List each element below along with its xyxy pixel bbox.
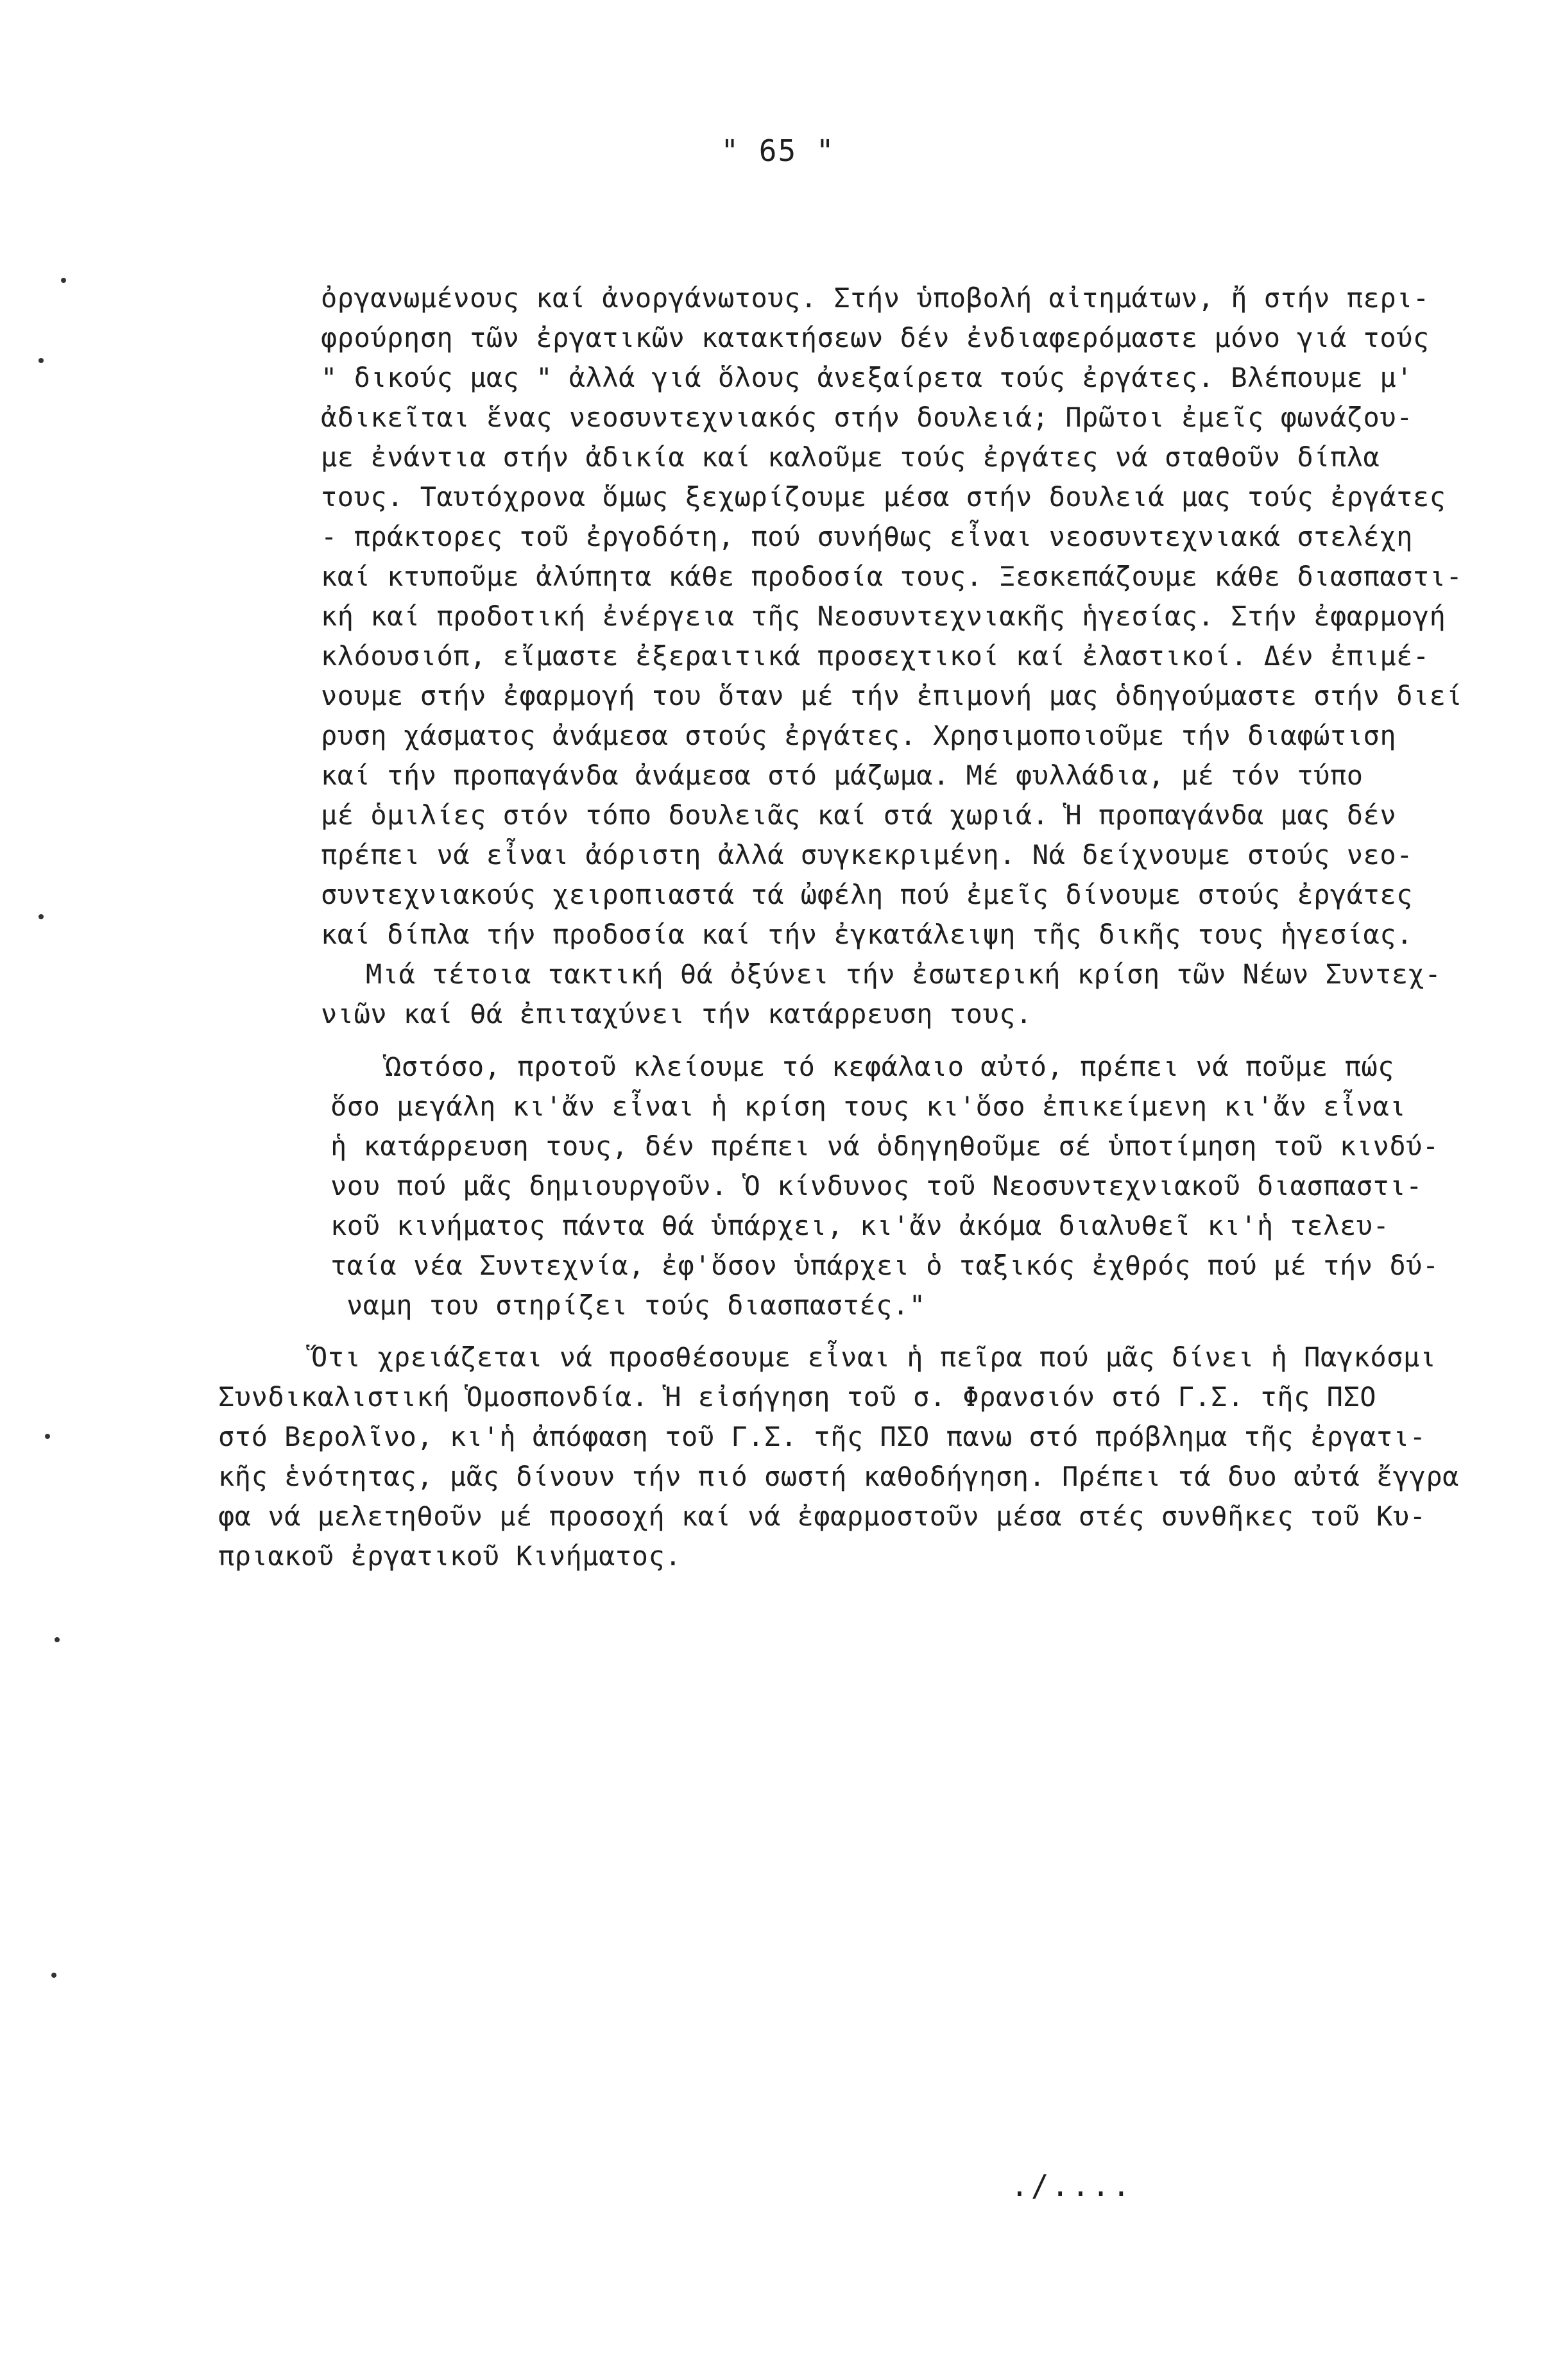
continuation-mark: ./.... xyxy=(1011,2168,1133,2203)
text-line: τους. Ταυτόχρονα ὅμως ξεχωρίζουμε μέσα στήν δουλειά μας τούς ἐργάτες xyxy=(321,481,1446,513)
text-line: καί κτυποῦμε ἀλύπητα κάθε προδοσία τους. Ξεσκεπάζουμε κάθε διασπαστι- xyxy=(321,561,1463,592)
text-line: ταία νέα Συντεχνία, ἐφ'ὅσον ὑπάρχει ὁ ταξικός ἐχθρός πού μέ τήν δύ- xyxy=(330,1250,1439,1281)
text-line: με ἐνάντια στήν ἀδικία καί καλοῦμε τούς ἐργάτες νά σταθοῦν δίπλα xyxy=(321,441,1380,473)
text-line: νου πού μᾶς δημιουργοῦν. Ὁ κίνδυνος τοῦ Νεοσυντεχνιακοῦ διασπαστι- xyxy=(330,1170,1423,1202)
text-line: πρέπει νά εἶναι ἀόριστη ἀλλά συγκεκριμένη. Νά δείχνουμε στούς νεο- xyxy=(321,839,1413,871)
text-line: Ὡστόσο, προτοῦ κλείουμε τό κεφάλαιο αὐτό, πρέπει νά ποῦμε πώς xyxy=(385,1051,1394,1082)
text-line: Ὅτι χρειάζεται νά προσθέσουμε εἶναι ἡ πεῖρα πού μᾶς δίνει ἡ Παγκόσμι xyxy=(311,1341,1437,1373)
text-line: πριακοῦ ἐργατικοῦ Κινήματος. xyxy=(218,1540,682,1572)
text-line: νουμε στήν ἐφαρμογή του ὅταν μέ τήν ἐπιμονή μας ὁδηγούμαστε στήν διεί xyxy=(321,680,1463,711)
text-line: ὅσο μεγάλη κι'ἄν εἶναι ἡ κρίση τους κι'ὅσο ἐπικείμενη κι'ἄν εἶναι xyxy=(330,1091,1406,1122)
text-line: ναμη του στηρίζει τούς διασπαστές." xyxy=(346,1289,926,1321)
scan-speck xyxy=(38,358,44,363)
text-line: μέ ὁμιλίες στόν τόπο δουλειᾶς καί στά χωριά. Ἡ προπαγάνδα μας δέν xyxy=(321,799,1397,831)
text-line: κλόουσιόπ, εἴμαστε ἐξεραιτικά προσεχτικοί καί ἐλαστικοί. Δέν ἐπιμέ- xyxy=(321,640,1430,672)
scan-speck xyxy=(45,1434,50,1439)
text-line: ἡ κατάρρευση τους, δέν πρέπει νά ὁδηγηθοῦμε σέ ὑποτίμηση τοῦ κινδύ- xyxy=(330,1130,1439,1162)
text-line: συντεχνιακούς χειροπιαστά τά ὠφέλη πού ἐμεῖς δίνουμε στούς ἐργάτες xyxy=(321,879,1413,910)
text-line: φρούρηση τῶν ἐργατικῶν κατακτήσεων δέν ἐνδιαφερόμαστε μόνο γιά τούς xyxy=(321,322,1430,353)
page-number: " 65 " xyxy=(721,133,835,168)
text-line: " δικούς μας " ἀλλά γιά ὅλους ἀνεξαίρετα τούς ἐργάτες. Βλέπουμε μ' xyxy=(321,362,1413,393)
text-line: ὀργανωμένους καί ἀνοργάνωτους. Στήν ὑποβολή αἰτημάτων, ἤ στήν περι- xyxy=(321,282,1430,314)
text-line: Συνδικαλιστική Ὁμοσπονδία. Ἡ εἰσήγηση τοῦ σ. Φρανσιόν στό Γ.Σ. τῆς ΠΣΟ xyxy=(218,1381,1377,1413)
text-line: - πράκτορες τοῦ ἐργοδότη, πού συνήθως εἶναι νεοσυντεχνιακά στελέχη xyxy=(321,521,1413,552)
text-line: ρυση χάσματος ἀνάμεσα στούς ἐργάτες. Χρησιμοποιοῦμε τήν διαφώτιση xyxy=(321,720,1397,751)
text-line: νιῶν καί θά ἐπιταχύνει τήν κατάρρευση τους. xyxy=(321,998,1032,1030)
text-line: κή καί προδοτική ἐνέργεια τῆς Νεοσυντεχνιακῆς ἡγεσίας. Στήν ἐφαρμογή xyxy=(321,600,1446,632)
text-line: Μιά τέτοια τακτική θά ὀξύνει τήν ἐσωτερική κρίση τῶν Νέων Συντεχ- xyxy=(366,958,1442,990)
text-line: κοῦ κινήματος πάντα θά ὑπάρχει, κι'ἄν ἀκόμα διαλυθεῖ κι'ἡ τελευ- xyxy=(330,1210,1390,1241)
scan-speck xyxy=(55,1637,60,1642)
scan-speck xyxy=(61,278,66,283)
text-line: κῆς ἑνότητας, μᾶς δίνουν τήν πιό σωστή καθοδήγηση. Πρέπει τά δυο αὐτά ἔγγρα xyxy=(218,1461,1459,1492)
text-line: ἀδικεῖται ἕνας νεοσυντεχνιακός στήν δουλειά; Πρῶτοι ἐμεῖς φωνάζου- xyxy=(321,402,1413,433)
text-line: φα νά μελετηθοῦν μέ προσοχή καί νά ἐφαρμοστοῦν μέσα στές συνθῆκες τοῦ Κυ- xyxy=(218,1500,1426,1532)
text-line: καί τήν προπαγάνδα ἀνάμεσα στό μάζωμα. Μέ φυλλάδια, μέ τόν τύπο xyxy=(321,760,1364,791)
scan-speck xyxy=(38,914,44,919)
text-line: καί δίπλα τήν προδοσία καί τήν ἐγκατάλειψη τῆς δικῆς τους ἡγεσίας. xyxy=(321,919,1413,950)
scan-speck xyxy=(51,1973,56,1978)
text-line: στό Βερολῖνο, κι'ἡ ἀπόφαση τοῦ Γ.Σ. τῆς ΠΣΟ πανω στό πρόβλημα τῆς ἐργατι- xyxy=(218,1421,1426,1452)
